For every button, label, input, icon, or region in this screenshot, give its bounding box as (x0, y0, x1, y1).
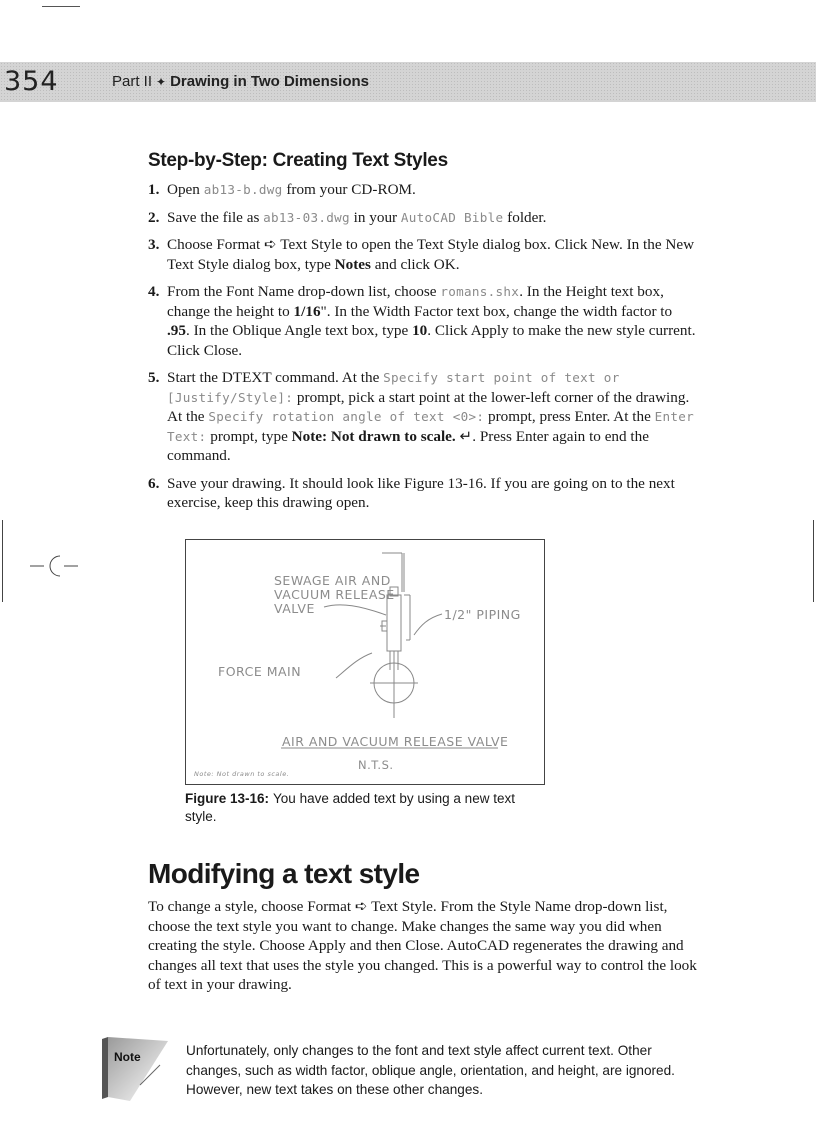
figure-13-16-drawing (185, 539, 545, 785)
note-body: Unfortunately, only changes to the font and text style affect current text. Other changes, such as width factor, oblique angle, orientation, and height, are ignored. However, new text takes on these other changes. (186, 1043, 675, 1097)
step-item: 5. Start the DTEXT command. At the Specify start point of text or [Justify/Style]: prompt, pick a start point at the lower-left corner of the drawing. At the Specify rotation angle of text <0>: prompt, press Enter. At the Enter Text: prompt, type Note: Not drawn to scale. ↵. Press Enter again to end the command. (148, 369, 695, 464)
enter-key-icon: ↵ (455, 427, 473, 445)
step-item: 1. Open ab13-b.dwg from your CD-ROM. (148, 181, 416, 198)
step-item: 4. From the Font Name drop-down list, choose romans.shx. In the Height text box, change the height to 1/16". In the Width Factor text box, change the width factor to .95. In the Oblique Angle text box, type 10. Click Apply to make the new style current. Click Close. (148, 283, 696, 359)
menu-arrow-icon: ➪ (354, 898, 368, 915)
step-item: 2. Save the file as ab13-03.dwg in your AutoCAD Bible folder. (148, 208, 547, 226)
crop-mark-left (2, 520, 3, 602)
crop-mark-right (813, 520, 814, 602)
sewage-label-line2: VACUUM RELEASE (274, 587, 395, 602)
top-rule (42, 6, 80, 7)
not-to-scale-note: Note: Not drawn to scale. (194, 770, 290, 778)
page-number: 354 (4, 66, 59, 97)
note-icon-label: Note (114, 1050, 141, 1064)
piping-label: 1/2" PIPING (444, 607, 521, 622)
nts-label: N.T.S. (358, 758, 394, 772)
sewage-label-line1: SEWAGE AIR AND (274, 573, 391, 588)
step-by-step-heading: Step-by-Step: Creating Text Styles (148, 150, 448, 171)
figure-caption-label: Figure 13-16: (185, 791, 270, 806)
part-label: Part II (112, 73, 153, 90)
note-icon (100, 1035, 178, 1105)
running-head (112, 73, 369, 90)
diamond-separator-icon: ✦ (156, 75, 167, 89)
chapter-title: Drawing in Two Dimensions (170, 73, 369, 90)
drawing-title: AIR AND VACUUM RELEASE VALVE (282, 734, 509, 749)
figure-caption (185, 790, 525, 826)
section-body: To change a style, choose Format ➪ Text Style. From the Style Name drop-down list, choose the text style you want to change. Make changes the same way you did when creating the style. Choose Apply and then Close. AutoCAD regenerates the drawing and changes all text that uses the style you changed. This is a powerful way to control the look of text in your drawing. (148, 898, 697, 993)
step-item: 3. Choose Format ➪ Text Style to open the Text Style dialog box. Click New. In the New Text Style dialog box, type Notes and click OK. (148, 236, 695, 273)
steps-list (148, 180, 696, 521)
menu-arrow-icon: ➪ (264, 236, 277, 253)
step-item: 6. Save your drawing. It should look like Figure 13-16. If you are going on to the next exercise, keep this drawing open. (148, 474, 675, 511)
figure-caption-text: You have added text by using a new text style. (185, 791, 515, 824)
sewage-label-line3: VALVE (274, 601, 315, 616)
valve-drawing-svg (186, 540, 544, 784)
force-main-label: FORCE MAIN (218, 664, 302, 679)
section-heading: Modifying a text style (148, 858, 420, 889)
piping-leader (414, 614, 442, 635)
registration-mark-icon (30, 552, 80, 582)
sewage-leader (324, 605, 386, 615)
force-main-leader (336, 653, 372, 678)
valve-body (387, 595, 401, 651)
